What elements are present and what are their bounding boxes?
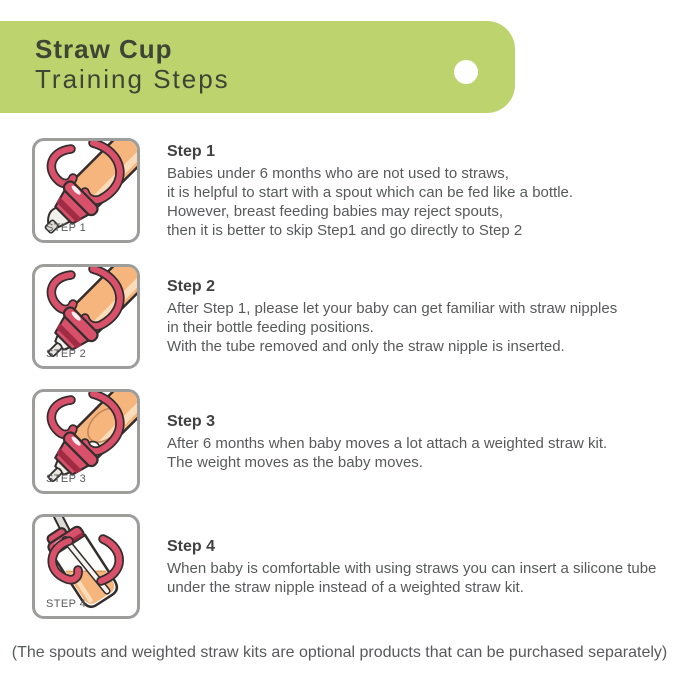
- step-3-row: [32, 389, 607, 494]
- step-4-box-label: STEP 4: [46, 598, 87, 610]
- step-2-heading: Step 2: [167, 278, 216, 295]
- step-4-text: [167, 537, 656, 597]
- page-title: [35, 34, 230, 94]
- step-1-line: Babies under 6 months who are not used to straws,: [167, 164, 509, 182]
- page-title-line1: Straw Cup: [35, 34, 173, 64]
- header-banner: [0, 21, 515, 113]
- step-4-heading: Step 4: [167, 537, 216, 555]
- step-3-box-label: STEP 3: [46, 473, 87, 485]
- step-2-illustration-box: [32, 264, 140, 369]
- banner-hole-dot: [454, 60, 478, 84]
- step-1-illustration-box: [32, 138, 140, 243]
- step-4-illustration-box: [32, 514, 140, 619]
- step-1-box-label: STEP 1: [46, 222, 87, 234]
- step-3-text: [167, 412, 607, 472]
- step-1-line: then it is better to skip Step1 and go directly to Step 2: [167, 221, 523, 239]
- step-2-box-label: STEP 2: [46, 348, 87, 360]
- step-1-row: [32, 138, 573, 243]
- step-1-heading: Step 1: [167, 142, 216, 160]
- step-4-line: under the straw nipple instead of a weighted straw kit.: [167, 578, 524, 596]
- step-1-line: it is helpful to start with a spout which can be fed like a bottle.: [167, 183, 574, 201]
- step-4-row: [32, 514, 656, 619]
- step-1-text: [167, 142, 573, 240]
- step-4-line: When baby is comfortable with using straws you can insert a silicone tube: [167, 559, 657, 577]
- step-3-heading: Step 3: [167, 412, 216, 430]
- step-2-line: in their bottle feeding positions.: [167, 319, 374, 336]
- step-3-line: The weight moves as the baby moves.: [167, 453, 423, 471]
- step-2-text: [167, 277, 617, 356]
- step-3-illustration-box: [32, 389, 140, 494]
- step-2-line: With the tube removed and only the straw nipple is inserted.: [167, 338, 565, 355]
- optional-products-footnote: (The spouts and weighted straw kits are optional products that can be purchased separately): [11, 644, 668, 661]
- page-title-line2: Training Steps: [35, 64, 230, 94]
- step-2-line: After Step 1, please let your baby can get familiar with straw nipples: [167, 300, 618, 317]
- step-1-line: However, breast feeding babies may reject spouts,: [167, 202, 504, 220]
- step-2-row: [32, 264, 617, 369]
- step-3-line: After 6 months when baby moves a lot attach a weighted straw kit.: [167, 434, 608, 452]
